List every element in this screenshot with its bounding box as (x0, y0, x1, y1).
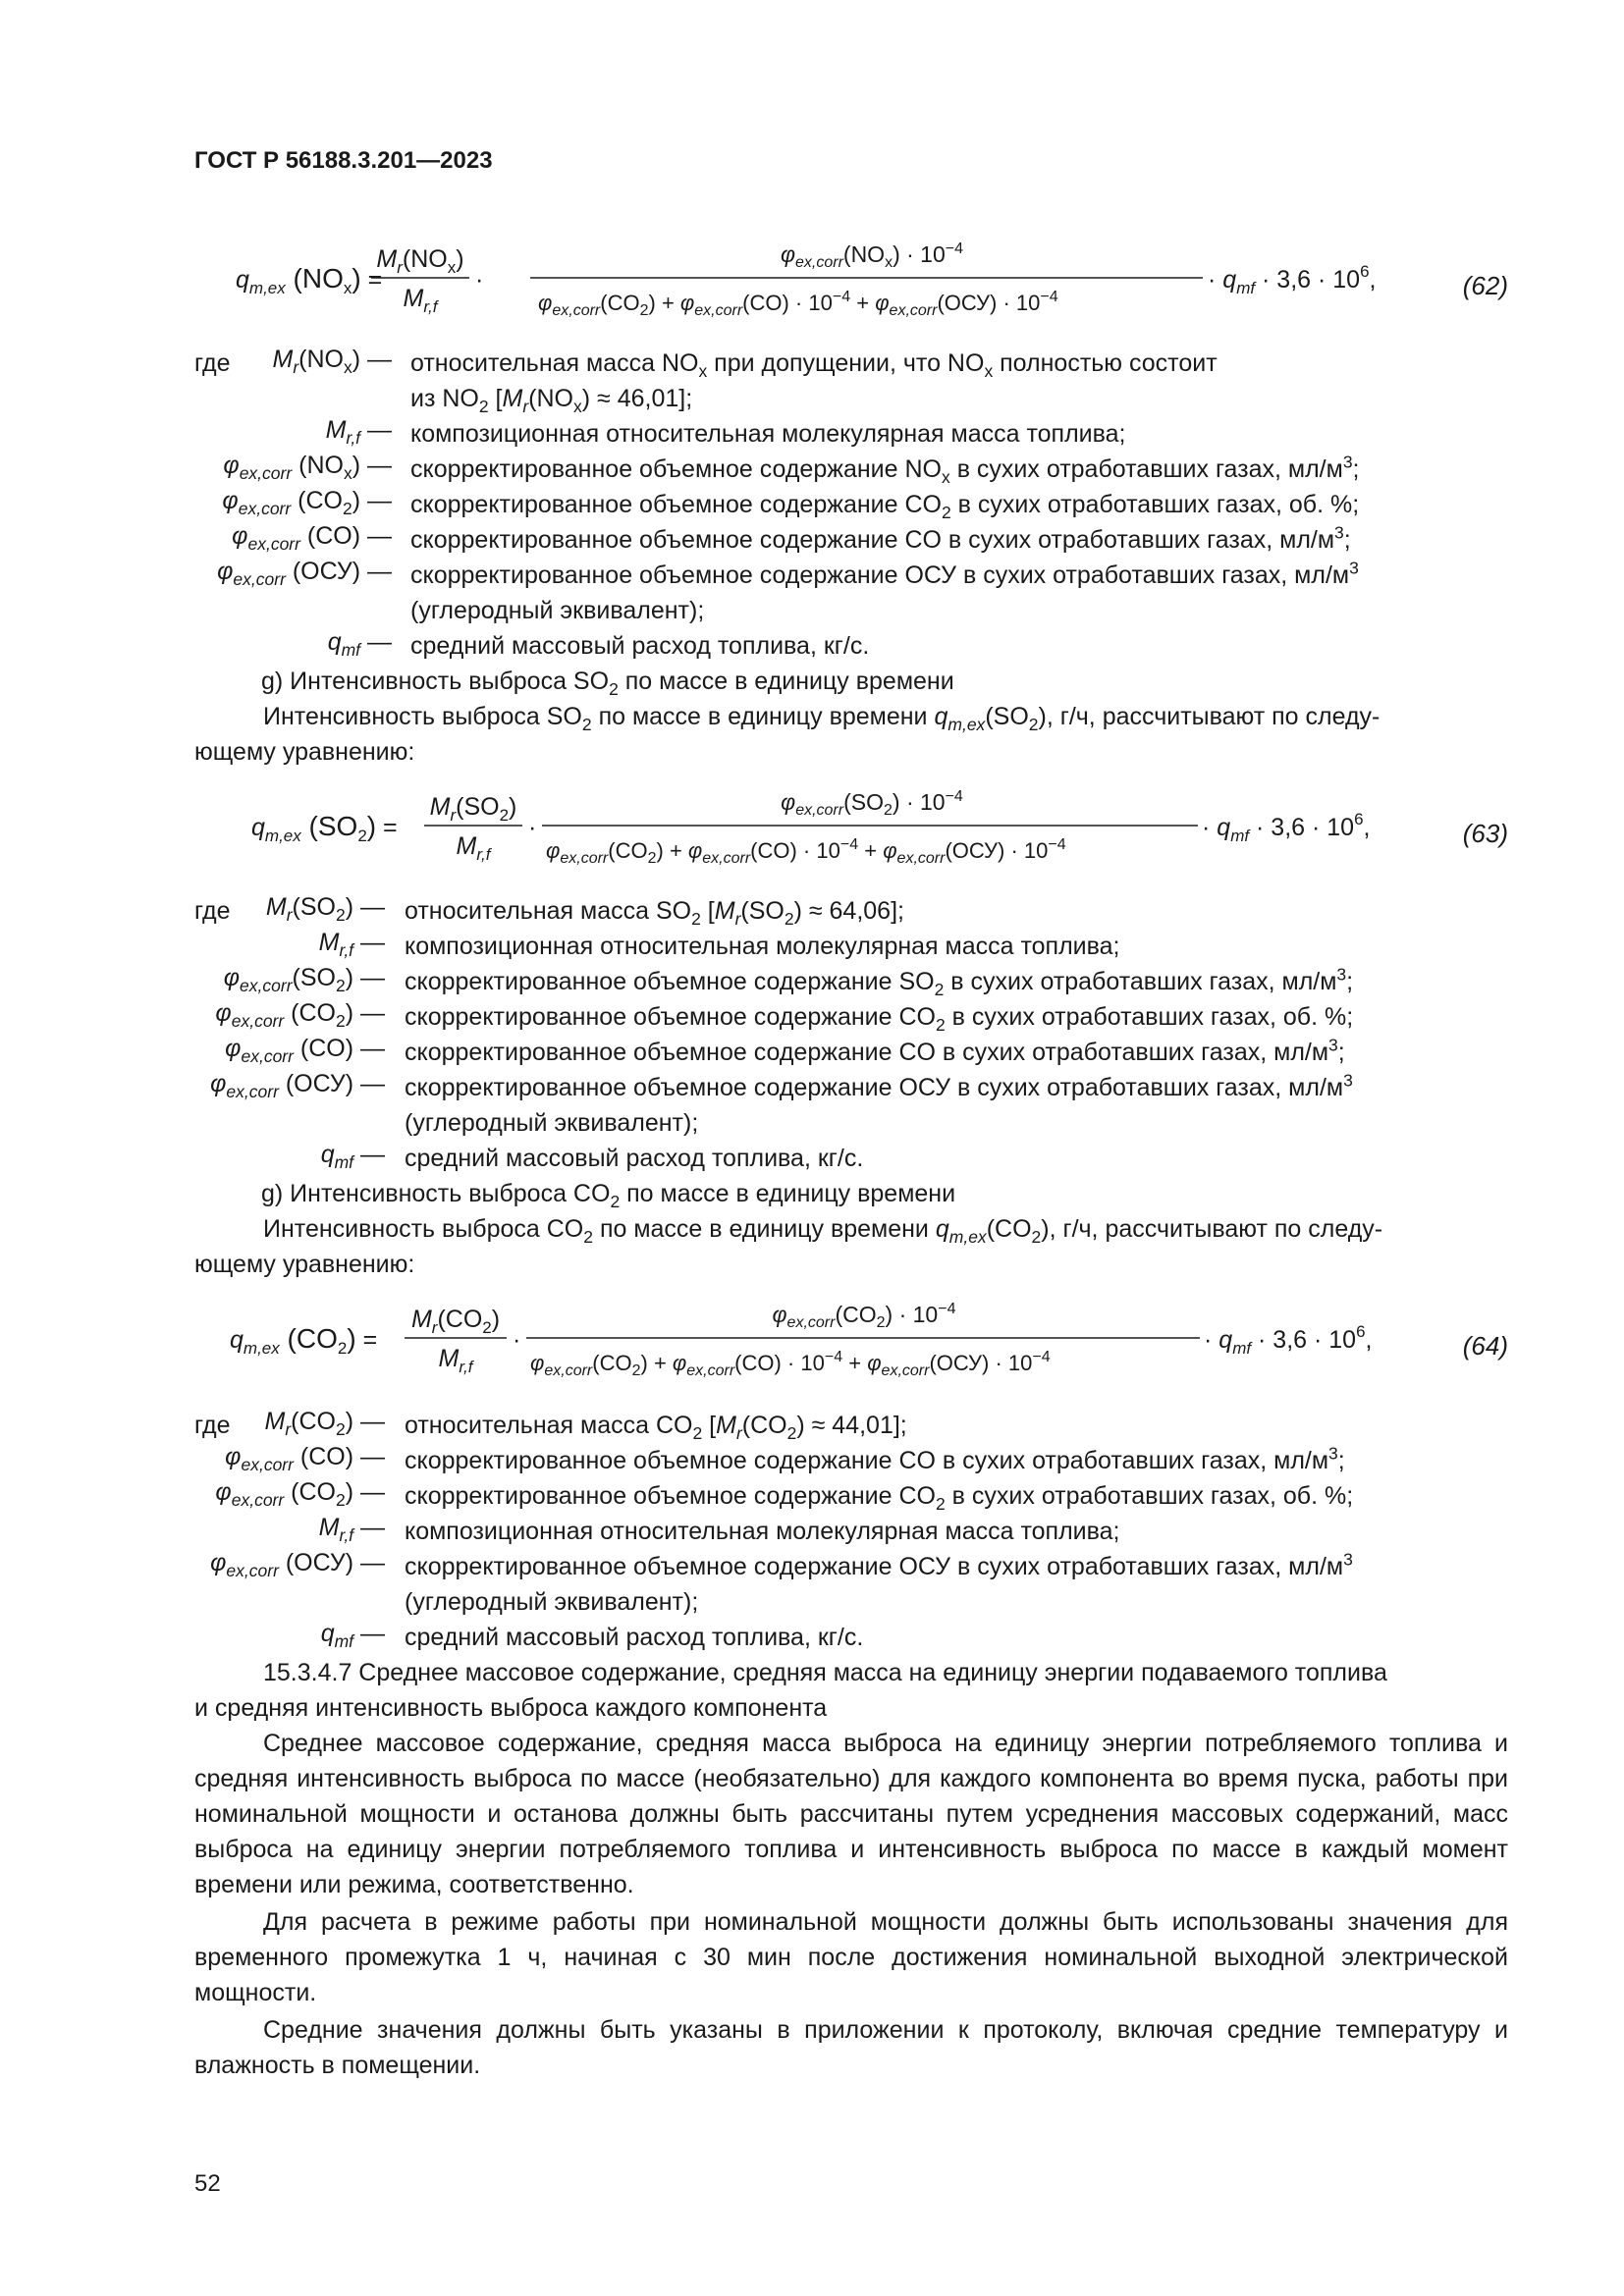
desc-qmf-63: средний массовый расход топлива, кг/с. (405, 1145, 864, 1172)
symbol-mr-nox: $M_r(NO_x)$ — (272, 346, 392, 377)
svg-text:φex,corr(SO2) · 10−4: $\varphi_{ex,corr}(SO_2) \cdot 10^{-4}$ (781, 788, 963, 819)
svg-text:· qmf · 3,6 · 106,: · $q_{mf} \cdot 3,6 \cdot 10^6$, (1204, 1322, 1373, 1358)
paragraph-average-values: Средние значения должны быть указаны в приложении к протоколу, включая средние температуру и влажность в помещении. (194, 2016, 1508, 2079)
para-co2: Интенсивность выброса $CO_2$ по массе в единицу времени $q_{m,ex}(CO_2)$, г/ч, рассчитывают по следу- ющему уравнению: (194, 1215, 1383, 1278)
equation-62-number: (62) (1462, 271, 1508, 300)
svg-text:qm,ex (SO2) =: $q_{m,ex}$ $(SO_2)$ = (251, 811, 398, 845)
svg-text:φex,corr(CO2) + φex,corr(CO) ·: $\varphi_{ex,corr}(CO_2) + \varphi_{ex,corr}(CO) \cdot 10^{-4} + \varphi_{ex,corr}(ОСУ) \cdot 10^{-4}$ (546, 836, 1066, 867)
paragraph-average: Среднее массовое содержание, средняя масса выброса на единицу энергии потребляемого топлива и средняя интенсивность выброса по массе (необязательно) для каждого компонента во время пуска, работы при номинальной мощности и останова должны быть рассчитаны путем усреднения массовых содержаний, масс выброса на единицу энергии потребляемого топлива и интенсивность выброса по массе в каждый момент времени или режима, соответственно. (194, 1730, 1508, 1898)
desc-phi-co-64: скорректированное объемное содержание CO в сухих отработавших газах, $мл/м^3$; (405, 1443, 1345, 1474)
desc-mr-nox: относительная масса $NO_x$ при допущении, что $NO_x$ полностью состоит из $NO_2$ $[M_r(NO_x) \approx 46,01]$; (410, 349, 1218, 416)
symbol-qmf-64: $q_{mf}$ — (320, 1620, 385, 1651)
svg-text:φex,corr(CO2) · 10−4: $\varphi_{ex,corr}(CO_2) \cdot 10^{-4}$ (772, 1301, 956, 1331)
svg-text:Mr(NOx): $M_r(NO_x)$ (376, 245, 464, 277)
where-label-63: где (194, 897, 231, 925)
desc-phi-co2-63: скорректированное объемное содержание $CO_2$ в сухих отработавших газах, об. %; (405, 1003, 1354, 1035)
desc-phi-co2: скорректированное объемное содержание $CO_2$ в сухих отработавших газах, об. %; (410, 491, 1360, 522)
desc-mr-so2: относительная масса $SO_2$ $[M_r(SO_2) \approx 64,06]$; (405, 897, 904, 929)
desc-phi-so2: скорректированное объемное содержание $SO_2$ в сухих отработавших газах, $мл/м^3$; (405, 964, 1354, 999)
equation-62 (0, 236, 1624, 324)
symbol-phi-co2-63: $\varphi_{ex,corr}$ $(CO_2)$ — (215, 999, 385, 1031)
paragraph-nominal-power: Для расчета в режиме работы при номинальной мощности должны быть использованы значения для временного промежутка 1 ч, начиная с 30 мин после достижения номинальной выходной электрической мощности. (194, 1908, 1508, 2006)
desc-phi-co-63: скорректированное объемное содержание CO в сухих отработавших газах, $мл/м^3$; (405, 1035, 1345, 1066)
svg-text:· qmf · 3,6 · 106,: · $q_{mf} \cdot 3,6 \cdot 10^6$, (1202, 810, 1371, 845)
desc-phi-nox: скорректированное объемное содержание $NO_x$ в сухих отработавших газах, $мл/м^3$; (410, 452, 1360, 487)
symbol-phi-osu-64: $\varphi_{ex,corr}$ (ОСУ) — (210, 1549, 385, 1580)
svg-text:φex,corr(NOx) · 10−4: $\varphi_{ex,corr}(NO_x) \cdot 10^{-4}$ (780, 240, 964, 271)
equation-63-number: (63) (1462, 819, 1508, 848)
svg-text:·: · (528, 814, 537, 841)
symbol-phi-co2: $\varphi_{ex,corr}$ $(CO_2)$ — (222, 487, 392, 518)
symbol-phi-osu-63: $\varphi_{ex,corr}$ (ОСУ) — (210, 1070, 385, 1101)
para-so2: Интенсивность выброса $SO_2$ по массе в единицу времени $q_{m,ex}(SO_2)$, г/ч, рассчитывают по следу- ющему уравнению: (194, 703, 1380, 766)
equation-63 (0, 783, 1624, 872)
svg-text:Mr,f: $M_{r,f}$ (438, 1345, 473, 1376)
desc-phi-osu-64: скорректированное объемное содержание ОСУ в сухих отработавших газах, $мл/м^3$ (углеродный эквивалент); (405, 1549, 1353, 1616)
svg-text:Mr(CO2): $M_r(CO_2)$ (410, 1306, 501, 1337)
symbol-phi-osu: $\varphi_{ex,corr}$ (ОСУ) — (217, 558, 392, 589)
section-15-3-4-7: 15.3.4.7 Среднее массовое содержание, средняя масса на единицу энергии подаваемого топлива и средняя интенсивность выброса каждого компонента (194, 1659, 1387, 1722)
symbol-qmf: $q_{mf}$ — (327, 628, 392, 660)
symbol-mr-co2: $M_r(CO_2)$ — (264, 1408, 385, 1439)
symbol-qmf-63: $q_{mf}$ — (320, 1141, 385, 1172)
where-label: где (194, 349, 231, 377)
symbol-phi-nox: $\varphi_{ex,corr}$ $(NO_x)$ — (223, 452, 392, 483)
symbol-phi-co: $\varphi_{ex,corr}$ (CO) — (232, 522, 392, 554)
svg-text:· qmf · 3,6 · 106,: · $q_{mf} \cdot 3,6 \cdot 10^6$, (1208, 262, 1377, 297)
heading-so2: g) Интенсивность выброса $SO_2$ по массе в единицу времени (261, 667, 954, 699)
equation-64 (0, 1296, 1624, 1384)
symbol-mrf-64: $M_{r,f}$ — (318, 1514, 385, 1545)
desc-qmf: средний массовый расход топлива, кг/с. (410, 632, 870, 660)
symbol-phi-so2: $\varphi_{ex,corr}(SO_2)$ — (223, 964, 385, 995)
page-number: 52 (194, 2170, 221, 2197)
equation-62-formula (0, 236, 1624, 324)
desc-mrf: композиционная относительная молекулярная масса топлива; (410, 420, 1126, 448)
equation-64-formula (0, 1296, 1624, 1384)
page-header: ГОСТ Р 56188.3.201—2023 (194, 147, 493, 174)
svg-text:Mr,f: $M_{r,f}$ (403, 285, 438, 316)
desc-mrf-63: композиционная относительная молекулярная масса топлива; (405, 933, 1120, 960)
svg-text:φex,corr(CO2) + φex,corr(CO) ·: $\varphi_{ex,corr}(CO_2) + \varphi_{ex,corr}(CO) \cdot 10^{-4} + \varphi_{ex,corr}(ОСУ) \cdot 10^{-4}$ (530, 1349, 1051, 1379)
desc-phi-co2-64: скорректированное объемное содержание $CO_2$ в сухих отработавших газах, об. %; (405, 1482, 1354, 1514)
svg-text:qm,ex (NOx) =: $q_{m,ex}$ $(NO_x)$ = (236, 263, 383, 297)
symbol-phi-co2-64: $\varphi_{ex,corr}$ $(CO_2)$ — (215, 1478, 385, 1510)
svg-text:φex,corr(CO2) + φex,corr(CO) ·: $\varphi_{ex,corr}(CO_2) + \varphi_{ex,corr}(CO) \cdot 10^{-4} + \varphi_{ex,corr}(ОСУ) \cdot 10^{-4}$ (538, 289, 1058, 319)
equation-64-number: (64) (1462, 1331, 1508, 1361)
svg-text:qm,ex (CO2) =: $q_{m,ex}$ $(CO_2)$ = (230, 1323, 378, 1358)
desc-phi-osu: скорректированное объемное содержание ОСУ в сухих отработавших газах, $мл/м^3$ (углеродный эквивалент); (410, 558, 1359, 624)
symbol-phi-co-63: $\varphi_{ex,corr}$ (CO) — (225, 1035, 385, 1066)
desc-qmf-64: средний массовый расход топлива, кг/с. (405, 1624, 864, 1651)
where-label-64: где (194, 1412, 231, 1439)
symbol-mrf: $M_{r,f}$ — (325, 416, 392, 448)
desc-mrf-64: композиционная относительная молекулярная масса топлива; (405, 1518, 1120, 1545)
symbol-mr-so2: $M_r(SO_2)$ — (265, 893, 385, 925)
svg-text:Mr(SO2): $M_r(SO_2)$ (429, 793, 517, 825)
desc-phi-osu-63: скорректированное объемное содержание ОСУ в сухих отработавших газах, $мл/м^3$ (углеродный эквивалент); (405, 1070, 1353, 1137)
symbol-mrf-63: $M_{r,f}$ — (318, 929, 385, 960)
desc-phi-co: скорректированное объемное содержание CO в сухих отработавших газах, $мл/м^3$; (410, 522, 1351, 554)
svg-text:Mr,f: $M_{r,f}$ (456, 832, 491, 864)
equation-63-formula (0, 783, 1624, 872)
symbol-phi-co-64: $\varphi_{ex,corr}$ (CO) — (225, 1443, 385, 1474)
desc-mr-co2: относительная масса $CO_2$ $[M_r(CO_2) \approx 44,01]$; (405, 1412, 907, 1443)
svg-text:·: · (513, 1326, 521, 1354)
svg-text:·: · (475, 266, 484, 294)
heading-co2: g) Интенсивность выброса $CO_2$ по массе в единицу времени (261, 1180, 956, 1211)
